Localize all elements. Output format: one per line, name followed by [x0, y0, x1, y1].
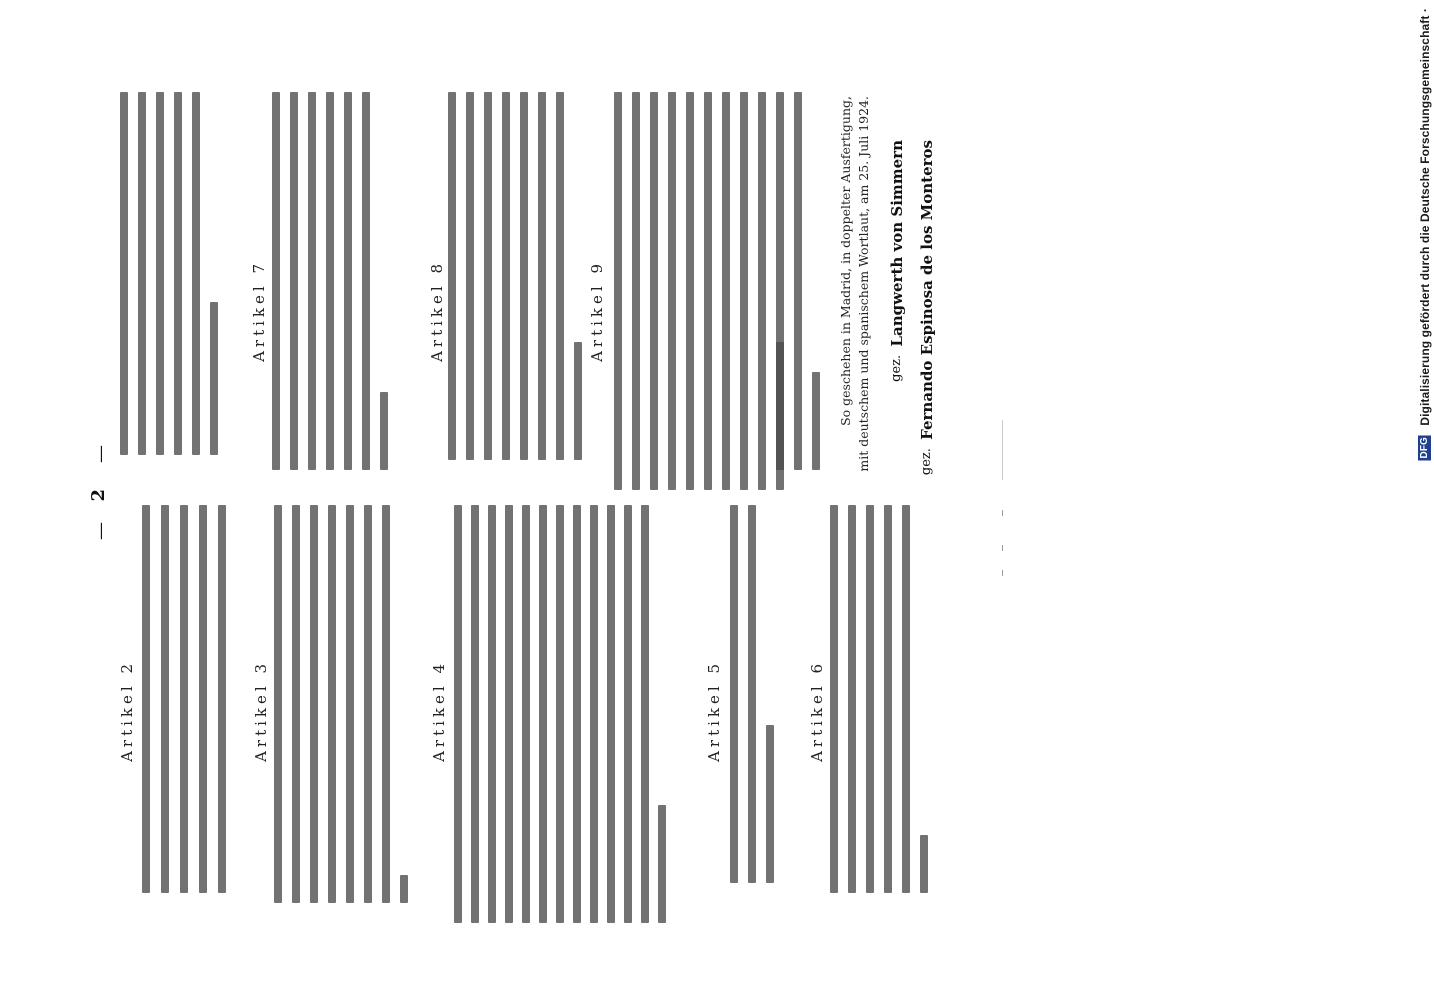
text-line: [794, 92, 802, 470]
page-number: 2: [88, 487, 109, 502]
text-line: [776, 92, 784, 470]
text-line: [218, 505, 226, 893]
text-line: [668, 92, 676, 490]
text-line: [538, 92, 546, 460]
text-line: [484, 92, 492, 460]
text-line: [748, 505, 756, 883]
text-line: [310, 505, 318, 903]
digitization-credit: [1418, 8, 1432, 461]
text-line: [650, 92, 658, 490]
text-line: [848, 505, 856, 893]
text-line: [590, 505, 598, 923]
article-6-body: [828, 505, 938, 895]
signature-1-prefix: gez.: [889, 354, 904, 382]
text-line: [522, 505, 530, 923]
text-line: [272, 92, 280, 470]
text-line: [686, 92, 694, 490]
text-line: [607, 505, 615, 923]
text-line: [292, 505, 300, 903]
scan-artifact: [1002, 545, 1003, 551]
text-line: [884, 505, 892, 893]
text-line: [902, 505, 910, 893]
text-line: [730, 505, 738, 883]
scan-artifact: [1002, 510, 1003, 516]
text-line: [920, 835, 928, 893]
text-line: [161, 505, 169, 893]
text-line: [466, 92, 474, 460]
article-heading-8: Artikel 8: [428, 260, 446, 362]
text-line: [574, 342, 582, 460]
closing-paragraph: [774, 92, 834, 472]
article-4-body: [452, 505, 682, 925]
text-line: [156, 92, 164, 455]
text-line: [290, 92, 298, 470]
text-line: [346, 505, 354, 903]
text-line: [505, 505, 513, 923]
article-heading-9: Artikel 9: [588, 260, 606, 362]
signature-2-name: Fernando Espinosa de los Monteros: [918, 140, 936, 440]
text-line: [830, 505, 838, 893]
article-8-body: [446, 92, 596, 462]
article-5-body: [728, 505, 788, 885]
text-line: [766, 725, 774, 883]
article-heading-6: Artikel 6: [808, 660, 826, 762]
text-line: [142, 505, 150, 893]
date-line-1: So geschehen in Madrid, in doppelter Ausfertigung,: [838, 96, 853, 426]
text-line: [758, 92, 766, 490]
text-line: [624, 505, 632, 923]
signature-2: [918, 140, 936, 475]
text-line: [362, 92, 370, 470]
article-3-body: [272, 505, 422, 905]
text-line: [704, 92, 712, 490]
text-line: [199, 505, 207, 893]
article-9-body: [612, 92, 792, 492]
text-line: [400, 875, 408, 903]
text-line: [502, 92, 510, 460]
article-heading-3: Artikel 3: [252, 660, 270, 762]
text-line: [210, 302, 218, 455]
text-line: [138, 92, 146, 455]
text-line: [658, 805, 666, 923]
text-line: [866, 505, 874, 893]
credit-text: Digitalisierung gefördert durch die Deutsche Forschungsgemeinschaft ·: [1418, 8, 1432, 426]
signature-1-name: Langwerth von Simmern: [888, 140, 906, 347]
text-line: [722, 92, 730, 490]
page-dash-right: —: [90, 443, 111, 463]
text-line: [614, 92, 622, 490]
text-line: [632, 92, 640, 490]
text-line: [344, 92, 352, 470]
text-line: [192, 92, 200, 455]
text-line: [556, 92, 564, 460]
text-line: [326, 92, 334, 470]
text-line: [471, 505, 479, 923]
text-line: [520, 92, 528, 460]
text-line: [539, 505, 547, 923]
text-line: [274, 505, 282, 903]
signature-1: [888, 140, 906, 382]
scan-artifact: [1002, 570, 1003, 576]
article-1-continuation: [118, 92, 228, 457]
page-dash-left: —: [90, 520, 111, 540]
text-line: [180, 505, 188, 893]
text-line: [328, 505, 336, 903]
signature-2-prefix: gez.: [919, 448, 934, 476]
text-line: [382, 505, 390, 903]
text-line: [308, 92, 316, 470]
text-line: [174, 92, 182, 455]
text-line: [556, 505, 564, 923]
article-heading-5: Artikel 5: [705, 660, 723, 762]
article-heading-7: Artikel 7: [250, 260, 268, 362]
column-divider: [1002, 420, 1003, 480]
text-line: [448, 92, 456, 460]
article-heading-2: Artikel 2: [118, 660, 136, 762]
text-line: [641, 505, 649, 923]
text-line: [812, 372, 820, 470]
article-7-body: [270, 92, 400, 472]
text-line: [364, 505, 372, 903]
dfg-logo: DFG: [1419, 437, 1430, 459]
date-line-2: mit deutschem und spanischem Wortlaut, am 25. Juli 1924.: [856, 96, 871, 472]
text-line: [573, 505, 581, 923]
text-line: [740, 92, 748, 490]
article-heading-4: Artikel 4: [430, 660, 448, 762]
article-2-body: [140, 505, 240, 895]
text-line: [488, 505, 496, 923]
text-line: [454, 505, 462, 923]
text-line: [120, 92, 128, 455]
text-line: [380, 392, 388, 470]
